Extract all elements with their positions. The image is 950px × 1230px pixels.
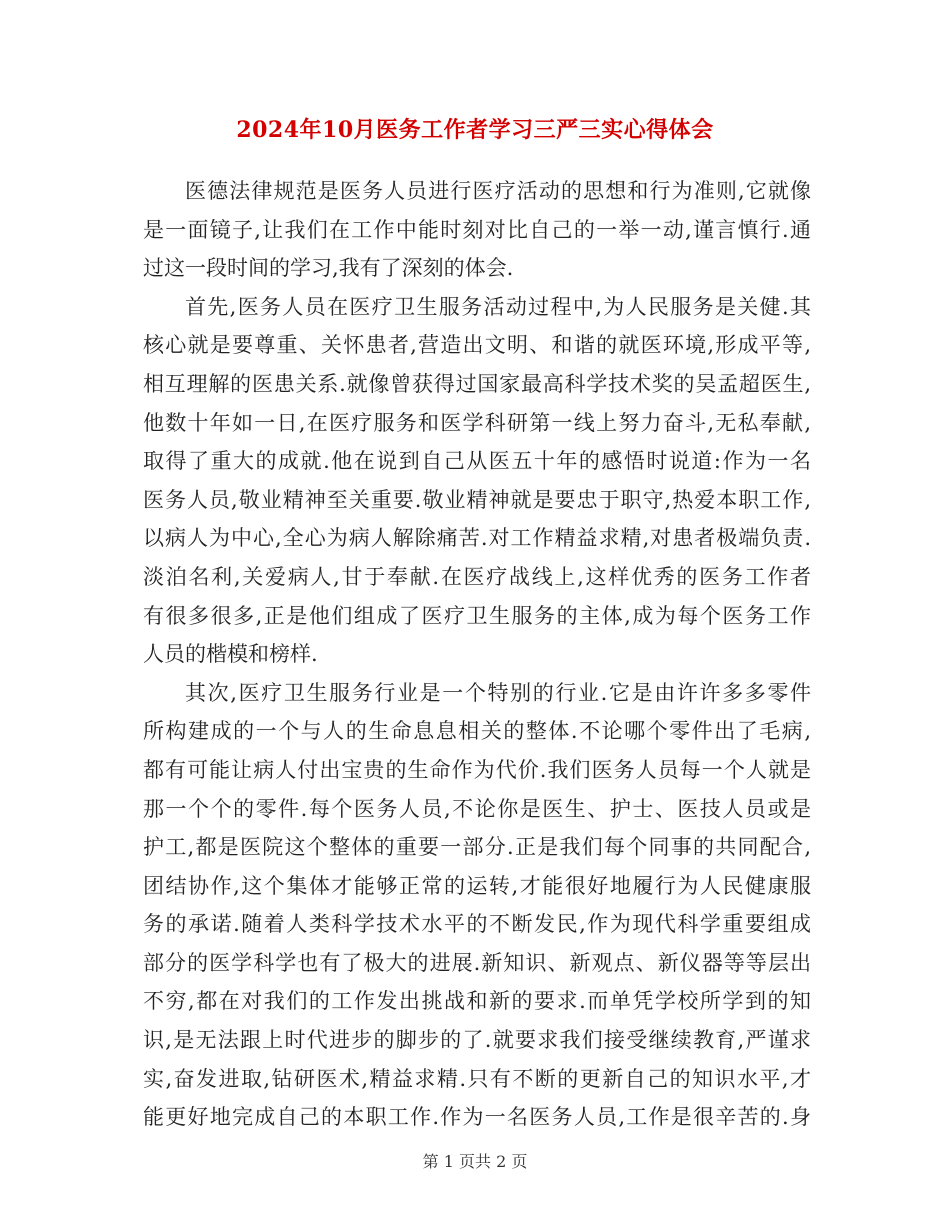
text-line: 过这一段时间的学习,我有了深刻的体会. [143, 256, 514, 281]
text-line: 他数十年如一日,在医疗服务和医学科研第一线上努力奋斗,无私奉献, [143, 410, 811, 435]
paragraph-2 [143, 288, 811, 674]
text-line: 首先,医务人员在医疗卫生服务活动过程中,为人民服务是关健.其 [185, 294, 811, 319]
text-line: 实,奋发进取,钻研医术,精益求精.只有不断的更新自己的知识水平,才 [143, 1066, 811, 1091]
text-line: 团结协作,这个集体才能够正常的运转,才能很好地履行为人民健康服 [143, 873, 811, 898]
text-line: 是一面镜子,让我们在工作中能时刻对比自己的一举一动,谨言慎行.通 [143, 217, 811, 242]
paragraph-3 [143, 674, 811, 1137]
text-line: 医德法律规范是医务人员进行医疗活动的思想和行为准则,它就像 [185, 179, 811, 203]
text-line: 核心就是要尊重、关怀患者,营造出文明、和谐的就医环境,形成平等, [143, 333, 811, 358]
document-title: 2024年10月医务工作者学习三严三实心得体会 [236, 117, 714, 143]
text-line: 以病人为中心,全心为病人解除痛苦.对工作精益求精,对患者极端负责. [143, 526, 811, 551]
text-line: 护工,都是医院这个整体的重要一部分.正是我们每个同事的共同配合, [143, 835, 811, 860]
page-number-footer: 第 1 页共 2 页 [422, 1152, 528, 1171]
text-line: 取得了重大的成就.他在说到自己从医五十年的感悟时说道:作为一名 [143, 449, 811, 474]
text-line: 所构建成的一个与人的生命息息相关的整体.不论哪个零件出了毛病, [143, 719, 811, 744]
text-line: 相互理解的医患关系.就像曾获得过国家最高科学技术奖的吴孟超医生, [143, 371, 811, 396]
text-line: 识,是无法跟上时代进步的脚步的了.就要求我们接受继续教育,严谨求 [143, 1028, 811, 1053]
text-line: 部分的医学科学也有了极大的进展.新知识、新观点、新仪器等等层出 [143, 950, 811, 975]
text-line: 务的承诺.随着人类科学技术水平的不断发民,作为现代科学重要组成 [143, 912, 811, 937]
document-body [143, 172, 811, 1137]
text-line: 有很多很多,正是他们组成了医疗卫生服务的主体,成为每个医务工作 [143, 603, 811, 628]
text-line: 能更好地完成自己的本职工作.作为一名医务人员,工作是很辛苦的.身 [143, 1105, 811, 1130]
text-line: 不穷,都在对我们的工作发出挑战和新的要求.而单凭学校所学到的知 [143, 989, 811, 1014]
text-line: 都有可能让病人付出宝贵的生命作为代价.我们医务人员每一个人就是 [143, 757, 811, 782]
paragraph-1 [143, 172, 811, 288]
text-line: 其次,医疗卫生服务行业是一个特别的行业.它是由许许多多零件 [185, 680, 811, 705]
text-line: 淡泊名利,关爱病人,甘于奉献.在医疗战线上,这样优秀的医务工作者 [143, 564, 811, 589]
text-line: 人员的楷模和榜样. [143, 642, 318, 667]
text-line: 医务人员,敬业精神至关重要.敬业精神就是要忠于职守,热爱本职工作, [143, 487, 811, 512]
text-line: 那一个个的零件.每个医务人员,不论你是医生、护士、医技人员或是 [143, 796, 811, 821]
